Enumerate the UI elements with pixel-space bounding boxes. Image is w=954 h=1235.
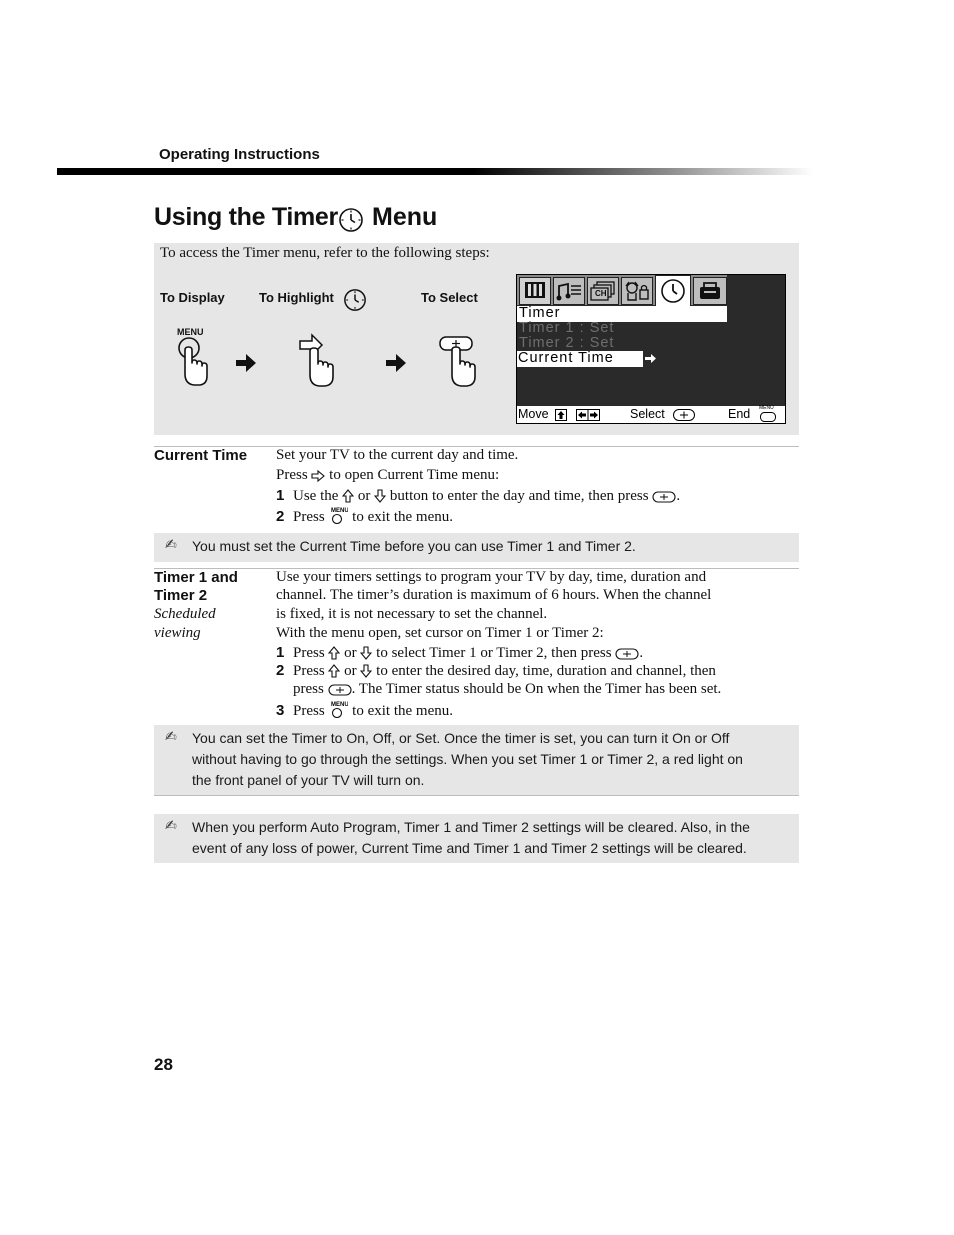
to-select-label: To Select xyxy=(421,290,478,305)
joystick-press-icon xyxy=(437,334,483,388)
timer-term: Timer 2 xyxy=(154,587,208,604)
clock-icon xyxy=(343,288,367,312)
note-text: without having to go through the settings. When you set Timer 1 or Timer 2, a red light on xyxy=(192,751,743,767)
osd-menu-title: Timer xyxy=(519,305,561,321)
up-arrow-outline-icon xyxy=(328,664,340,678)
osd-item-timer1[interactable]: Timer 1 : Set xyxy=(519,320,615,336)
note-text: You must set the Current Time before you can use Timer 1 and Timer 2. xyxy=(192,538,636,554)
channel-tab-text: CH xyxy=(595,289,607,298)
channel-tab xyxy=(587,277,619,305)
menu-key-icon xyxy=(328,700,348,718)
select-key-icon xyxy=(652,491,676,503)
audio-tab xyxy=(553,277,585,305)
osd-move-label: Move xyxy=(518,407,549,421)
page-title: Using the Timer xyxy=(154,203,338,231)
header-rule xyxy=(57,168,813,175)
timer-tab xyxy=(655,275,691,307)
timer-subtitle: viewing xyxy=(154,625,201,641)
note-text: event of any loss of power, Current Time and Timer 1 and Timer 2 settings will be cleared. xyxy=(192,840,747,856)
osd-item-current-time[interactable]: Current Time xyxy=(518,350,614,366)
note-icon: ✍ xyxy=(165,729,177,745)
arrow-right-icon xyxy=(645,354,656,363)
current-time-term: Current Time xyxy=(154,447,248,464)
to-highlight-label: To Highlight xyxy=(259,290,334,305)
menu-key-icon xyxy=(328,506,348,524)
note-icon: ✍ xyxy=(165,537,177,553)
timer-line: is fixed, it is not necessary to set the channel. xyxy=(276,606,548,622)
parent-tab xyxy=(621,277,653,305)
timer-subtitle: Scheduled xyxy=(154,606,216,622)
arrow-right-icon xyxy=(236,354,256,372)
current-time-step-2: 2 Press MENU to exit the menu. xyxy=(276,508,453,525)
to-display-label: To Display xyxy=(160,290,225,305)
menu-button-icon xyxy=(172,336,212,388)
arrow-right-icon xyxy=(386,354,406,372)
timer-step-3: 3 Press MENU to exit the menu. xyxy=(276,702,453,719)
timer-term: Timer 1 and xyxy=(154,569,238,586)
left-right-key-icon xyxy=(576,409,600,421)
video-tab xyxy=(519,277,551,305)
osd-end-label: End xyxy=(728,407,751,421)
osd-select-label: Select xyxy=(630,407,665,421)
svg-text:MENU: MENU xyxy=(331,508,349,514)
tv-menu-screen xyxy=(516,274,786,424)
up-arrow-outline-icon xyxy=(342,489,354,503)
osd-end-key-label: MENU xyxy=(759,405,774,411)
note-text: the front panel of your TV will turn on. xyxy=(192,772,425,788)
timer-line: With the menu open, set cursor on Timer 1 or Timer 2: xyxy=(276,625,604,641)
select-key-icon xyxy=(615,648,639,660)
right-arrow-outline-icon xyxy=(311,470,325,482)
note-icon: ✍ xyxy=(165,818,177,834)
current-time-line: Press to open Current Time menu: xyxy=(276,467,500,483)
timer-step-2-cont: press . The Timer status should be On when the Timer has been set. xyxy=(293,681,722,697)
section-label: Operating Instructions xyxy=(159,146,320,163)
joystick-right-icon xyxy=(296,333,338,388)
svg-text:MENU: MENU xyxy=(331,702,349,708)
down-arrow-outline-icon xyxy=(374,489,386,503)
current-time-step-1: 1 Use the or button to enter the day and time, then press . xyxy=(276,487,681,504)
timer-step-2: 2 Press or to enter the desired day, time, duration and channel, then xyxy=(276,662,716,679)
current-time-line: Set your TV to the current day and time. xyxy=(276,447,519,463)
down-arrow-outline-icon xyxy=(360,664,372,678)
setup-tab xyxy=(693,277,727,305)
select-key-icon xyxy=(673,409,695,421)
timer-line: channel. The timer’s duration is maximum of 6 hours. When the channel xyxy=(276,587,712,603)
steps-intro: To access the Timer menu, refer to the following steps: xyxy=(160,245,490,261)
osd-item-timer2[interactable]: Timer 2 : Set xyxy=(519,335,615,351)
select-key-icon xyxy=(328,684,352,696)
down-arrow-outline-icon xyxy=(360,646,372,660)
divider xyxy=(154,795,799,796)
menu-key-icon xyxy=(760,412,776,422)
note-text: When you perform Auto Program, Timer 1 and Timer 2 settings will be cleared. Also, in the xyxy=(192,819,750,835)
page-title-suffix: Menu xyxy=(372,203,438,231)
up-key-icon xyxy=(555,409,567,421)
page-number: 28 xyxy=(154,1055,173,1074)
clock-icon xyxy=(338,207,364,233)
note-text: You can set the Timer to On, Off, or Set. Once the timer is set, you can turn it On or Off xyxy=(192,730,730,746)
menu-button-label: MENU xyxy=(177,327,204,337)
timer-step-1: 1 Press or to select Timer 1 or Timer 2, then press . xyxy=(276,644,644,661)
up-arrow-outline-icon xyxy=(328,646,340,660)
timer-line: Use your timers settings to program your TV by day, time, duration and xyxy=(276,569,707,585)
